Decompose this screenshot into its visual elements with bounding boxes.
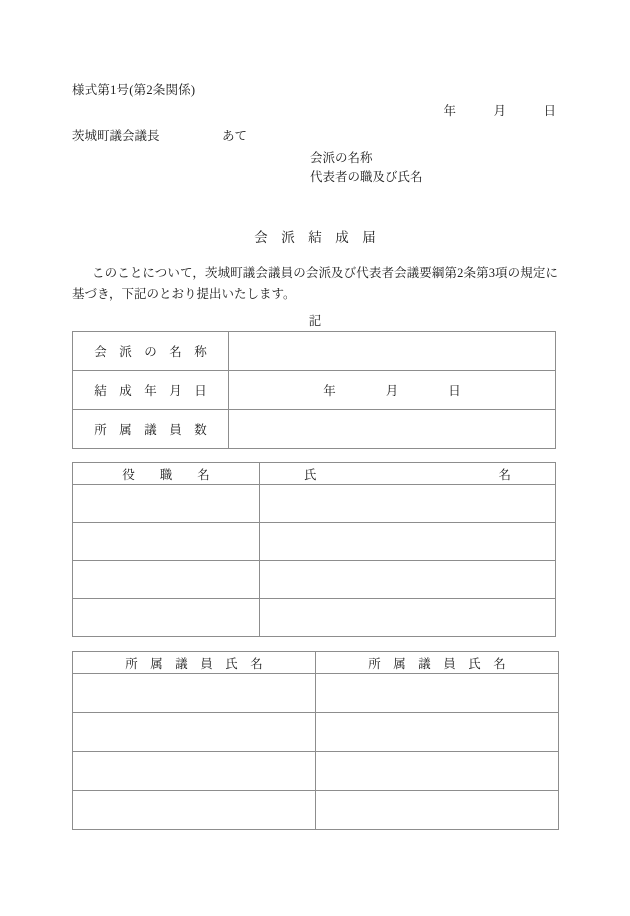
officer-name-cell[interactable]: [260, 599, 556, 637]
member-name-cell-right[interactable]: [316, 752, 559, 791]
officer-name-cell[interactable]: [260, 561, 556, 599]
submitter-block: [310, 149, 423, 187]
officer-name-cell[interactable]: [260, 485, 556, 523]
table-row: [73, 332, 556, 371]
officer-name-header-left: 氏: [304, 467, 317, 482]
officer-post-cell[interactable]: [73, 599, 260, 637]
member-name-header-right-label: 所 属 議 員 氏 名: [368, 656, 506, 671]
table-header-row: [73, 463, 556, 485]
member-name-cell-right[interactable]: [316, 674, 559, 713]
formation-date-value-cell[interactable]: 年 月 日: [229, 371, 556, 410]
table-row: [73, 674, 559, 713]
submitter-faction-name-label: 会派の名称: [310, 151, 373, 165]
officer-name-header: [260, 463, 556, 485]
submitter-representative-label: 代表者の職及び氏名: [310, 170, 423, 184]
ki-marker: 記: [308, 314, 322, 328]
table-row: [73, 523, 556, 561]
table-row: [73, 599, 556, 637]
member-name-header-right: [316, 652, 559, 674]
page-title: 会 派 結 成 届: [254, 230, 376, 245]
member-name-cell-right[interactable]: [316, 713, 559, 752]
member-name-cell-right[interactable]: [316, 791, 559, 830]
officer-post-cell[interactable]: [73, 523, 260, 561]
member-count-value-cell[interactable]: [229, 410, 556, 449]
member-name-header-left-label: 所 属 議 員 氏 名: [125, 656, 263, 671]
table-header-row: [73, 652, 559, 674]
member-name-header-left: [73, 652, 316, 674]
faction-name-value-cell[interactable]: [229, 332, 556, 371]
officer-name-header-inner: [260, 465, 555, 483]
member-name-cell-left[interactable]: [73, 752, 316, 791]
table-row: [73, 791, 559, 830]
body-paragraph: このことについて，茨城町議会議員の会派及び代表者会議要綱第2条第3項の規定に基づき，下記のとおり提出いたします。: [72, 266, 558, 301]
form-number: 様式第1号(第2条関係): [72, 83, 196, 97]
member-names-table: [72, 651, 559, 830]
officer-post-cell[interactable]: [73, 561, 260, 599]
faction-name-label-cell: 会 派 の 名 称: [73, 332, 229, 371]
table-row: [73, 410, 556, 449]
submission-date-line: 年 月 日: [443, 104, 556, 118]
officer-post-header: [73, 463, 260, 485]
formation-date-label-cell: 結 成 年 月 日: [73, 371, 229, 410]
table-row: [73, 485, 556, 523]
table-row: [73, 752, 559, 791]
faction-info-table: [72, 331, 556, 449]
table-row: [73, 371, 556, 410]
addressee-line: 茨城町議会議長 あて: [72, 129, 248, 143]
officer-post-header-label: 役 職 名: [122, 467, 210, 482]
table-row: [73, 561, 556, 599]
officer-name-cell[interactable]: [260, 523, 556, 561]
member-name-cell-left[interactable]: [73, 791, 316, 830]
table-row: [73, 713, 559, 752]
officers-table: [72, 462, 556, 637]
member-count-label-cell: 所 属 議 員 数: [73, 410, 229, 449]
member-name-cell-left[interactable]: [73, 674, 316, 713]
officer-name-header-right: 名: [498, 467, 511, 482]
member-name-cell-left[interactable]: [73, 713, 316, 752]
officer-post-cell[interactable]: [73, 485, 260, 523]
